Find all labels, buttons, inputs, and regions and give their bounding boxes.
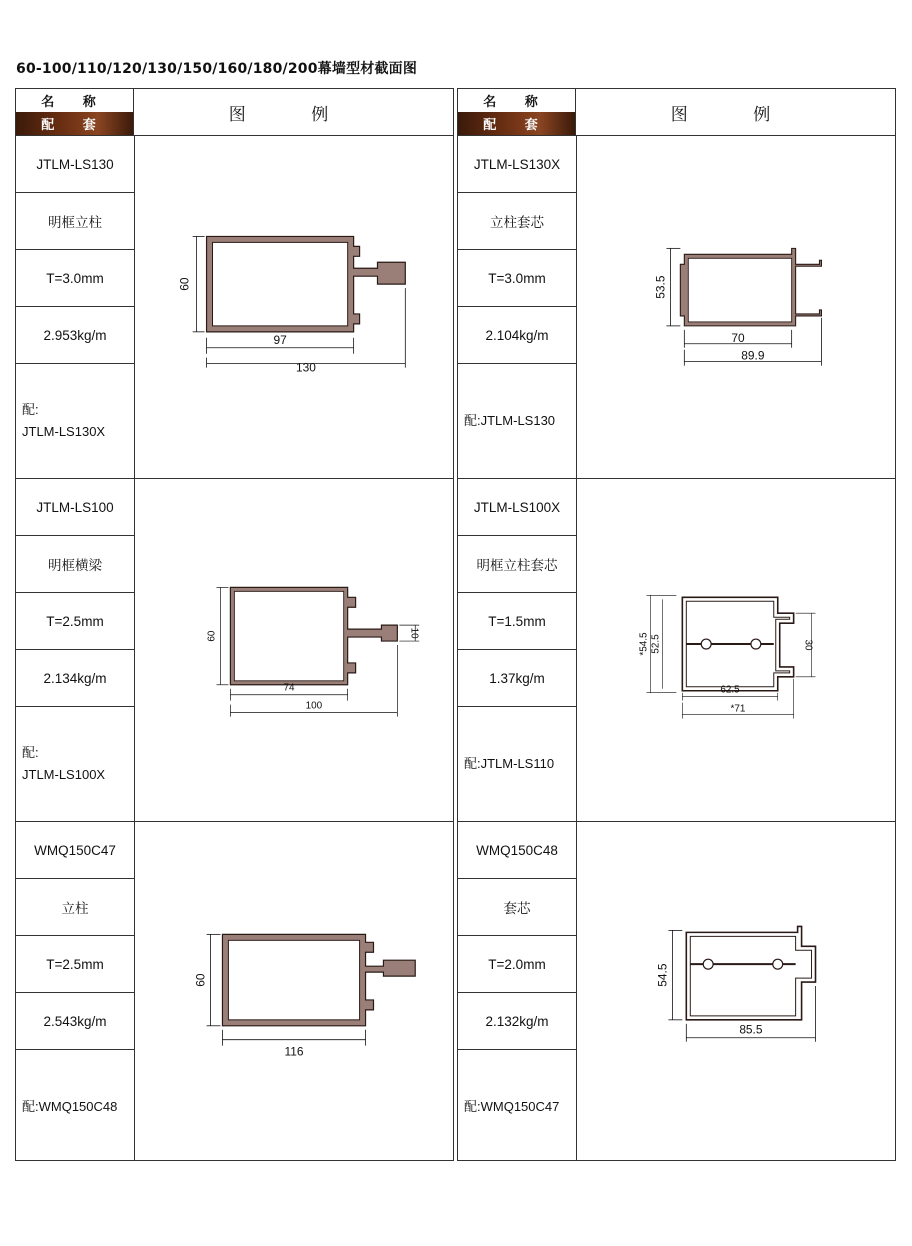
header-pair-label: 配 套 (16, 112, 134, 135)
profile-drawing (135, 822, 453, 1164)
profile-thickness: T=3.0mm (16, 250, 134, 307)
profile-code: JTLM-LS100X (458, 479, 576, 536)
profile-code: WMQ150C48 (458, 822, 576, 879)
profile-group (16, 136, 453, 478)
profile-name: 立柱 (16, 879, 134, 936)
header-figure-label: 图 例 (228, 104, 359, 125)
profile-code: JTLM-LS130 (16, 136, 134, 193)
dim-total: 116 (284, 1044, 304, 1059)
dim-inner: 70 (731, 330, 745, 345)
dim-inner: 74 (283, 682, 295, 694)
dim-total: 100 (305, 700, 323, 712)
profile-pair: 配: JTLM-LS100X (22, 745, 106, 782)
profile-section-shape (680, 248, 821, 326)
dim-height: 60 (206, 630, 218, 642)
header-pair-label: 配 套 (458, 112, 576, 135)
profile-code: JTLM-LS130X (458, 136, 576, 193)
dim-inner: 62.5 (720, 684, 740, 696)
profile-weight: 2.953kg/m (16, 307, 134, 364)
profile-drawing (577, 822, 895, 1164)
dim-slot: 30 (802, 639, 814, 651)
page-title: 60-100/110/120/130/150/160/180/200幕墙型材截面图 (16, 61, 418, 77)
header-name-label: 名 称 (16, 89, 134, 112)
profile-name: 明框立柱套芯 (458, 536, 576, 593)
profile-pair: 配: JTLM-LS130X (22, 402, 106, 439)
dim-total: 130 (295, 360, 316, 375)
profile-drawing (135, 479, 453, 821)
profile-name: 套芯 (458, 879, 576, 936)
right-panel (457, 88, 896, 1161)
profile-weight: 1.37kg/m (458, 650, 576, 707)
dim-total: 89.9 (741, 348, 765, 363)
profile-drawing (135, 136, 453, 478)
dim-total: *71 (730, 703, 746, 715)
profile-drawing (577, 136, 895, 478)
profile-weight: 2.134kg/m (16, 650, 134, 707)
profile-code: JTLM-LS100 (16, 479, 134, 536)
dim-height: 60 (193, 973, 208, 987)
profile-thickness: T=2.5mm (16, 593, 134, 650)
profile-section-shape (686, 926, 815, 1019)
profile-section-shape (682, 597, 793, 690)
profile-section-shape (222, 934, 415, 1025)
dim-total: 85.5 (739, 1022, 763, 1037)
profile-group (458, 479, 895, 821)
dim-height: 53.5 (653, 275, 668, 299)
header-name-label: 名 称 (458, 89, 576, 112)
profile-weight: 2.104kg/m (458, 307, 576, 364)
profile-name: 明框横梁 (16, 536, 134, 593)
profile-group (458, 136, 895, 478)
profile-thickness: T=3.0mm (458, 250, 576, 307)
profile-group (458, 822, 895, 1164)
profile-thickness: T=2.0mm (458, 936, 576, 993)
profile-group (16, 479, 453, 821)
dim-inner: 97 (273, 332, 287, 347)
profile-weight: 2.543kg/m (16, 993, 134, 1050)
left-panel (15, 88, 454, 1161)
profile-code: WMQ150C47 (16, 822, 134, 879)
profile-section-shape (207, 236, 406, 331)
profile-pair: 配:JTLM-LS110 (464, 756, 555, 771)
dim-height: 52.5 (650, 634, 662, 654)
profile-pair: 配:JTLM-LS130 (464, 413, 556, 428)
profile-name: 明框立柱 (16, 193, 134, 250)
header-figure-label: 图 例 (670, 104, 801, 125)
dim-height: 60 (177, 277, 192, 291)
dim-height: 54.5 (655, 963, 670, 987)
profile-name: 立柱套芯 (458, 193, 576, 250)
profile-thickness: T=2.5mm (16, 936, 134, 993)
profile-section-shape (230, 587, 397, 684)
profile-pair: 配:WMQ150C47 (464, 1099, 560, 1114)
profile-thickness: T=1.5mm (458, 593, 576, 650)
profile-pair: 配:WMQ150C48 (22, 1099, 118, 1114)
dim-height-outer: *54.5 (638, 632, 650, 656)
dim-stub: 10 (408, 627, 420, 639)
profile-drawing (577, 479, 895, 821)
profile-group (16, 822, 453, 1164)
profile-weight: 2.132kg/m (458, 993, 576, 1050)
